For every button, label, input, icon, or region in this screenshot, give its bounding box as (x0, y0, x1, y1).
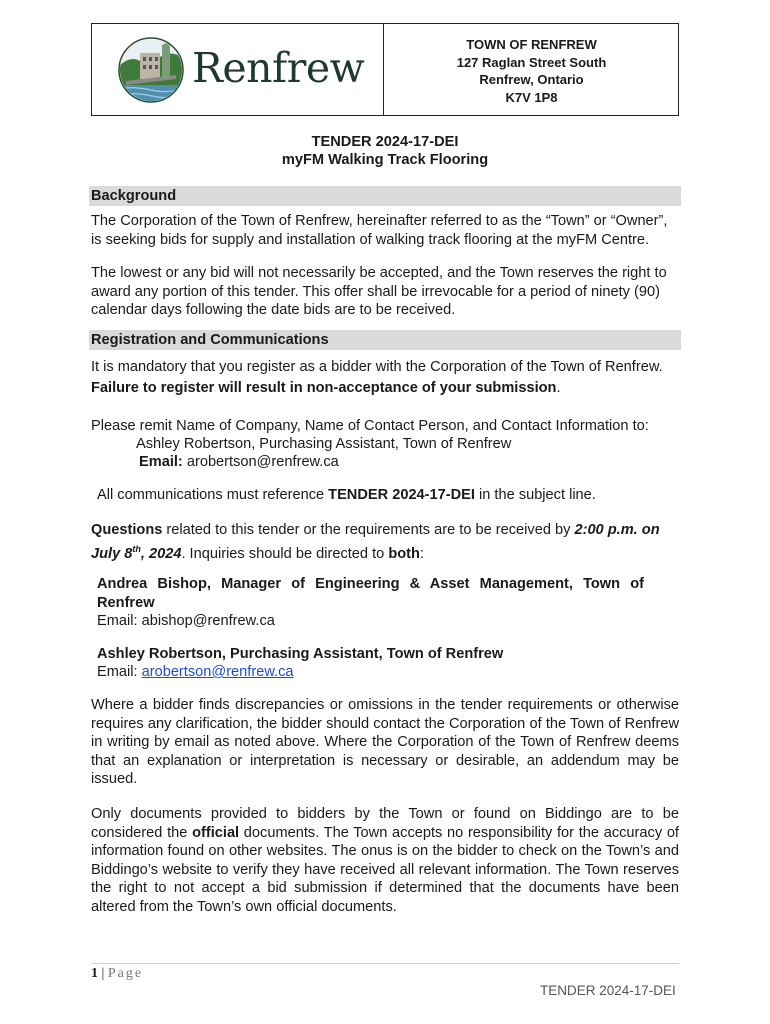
email-label: Email: (139, 454, 183, 470)
section-heading-registration: Registration and Communications (89, 330, 681, 350)
contact-2-email (97, 663, 685, 682)
official-emphasis: official (192, 824, 240, 841)
tender-name: myFM Walking Track Flooring (281, 152, 489, 168)
remit-contact: Ashley Robertson, Purchasing Assistant, Town of Renfrew (136, 436, 512, 452)
text-span: related to this tender or the requirements are to be received by (162, 522, 575, 538)
footer-divider (91, 963, 679, 964)
tender-number: TENDER 2024-17-DEI (311, 134, 459, 150)
town-logo-icon (118, 37, 184, 103)
address-line: Renfrew, Ontario (479, 72, 584, 87)
questions-label: Questions (91, 522, 163, 538)
remit-instructions: Please remit Name of Company, Name of Contact Person, and Contact Information to: (91, 418, 649, 434)
email-link[interactable]: arobertson@renfrew.ca (141, 664, 294, 680)
deadline-year: , 2024 (140, 545, 182, 562)
registration-mandatory (91, 357, 679, 399)
footer-reference: TENDER 2024-17-DEI (540, 983, 676, 998)
page-sep: | (98, 966, 108, 981)
text-span: in the subject line. (474, 487, 596, 503)
reference-instruction (97, 486, 685, 505)
page-number (91, 966, 143, 982)
town-address (384, 36, 679, 106)
contact-1-name: Andrea Bishop, Manager of Engineering & Asset Management, Town of Renfrew (97, 576, 644, 611)
address-line: TOWN OF RENFREW (466, 37, 597, 52)
section-heading-background: Background (89, 186, 681, 206)
contact-2-name: Ashley Robertson, Purchasing Assistant, Town of Renfrew (97, 646, 504, 662)
text-span: documents. The Town accepts no responsibility for the accuracy of information found on other websites. The onus is on the bidder to check on the Town’s and Biddingo’s website to verify they have received all relevant information. The Town reserves the right to not accept a bid submission if determined that the documents have been altered from the Town’s own official documents. (91, 824, 679, 915)
text-span: . Inquiries should be directed to (181, 545, 389, 562)
both-emphasis: both (388, 545, 420, 562)
deadline-date: 2:00 p.m. on July 8 (91, 522, 660, 562)
document-title (91, 133, 679, 169)
discrepancies-paragraph: Where a bidder finds discrepancies or omissions in the tender requirements or otherwise requires any clarification, the bidder should contact the Corporation of the Town of Renfrew in writing by email as noted above. Where the Corporation of the Town of Renfrew deems that an explanation or interpretation is necessary or desirable, an addendum may be issued. (91, 697, 679, 787)
email-value: arobertson@renfrew.ca (182, 454, 339, 470)
logo-wordmark: Renfrew (192, 44, 365, 92)
text-span: Only documents provided to bidders by the Town or found on Biddingo are to be considered the (91, 806, 679, 841)
questions-deadline (91, 521, 679, 563)
date-suffix: th (132, 543, 141, 554)
official-documents-paragraph (91, 805, 679, 916)
email-label: Email: (97, 664, 142, 680)
background-paragraph-1: The Corporation of the Town of Renfrew, hereinafter referred to as the “Town” or “Owner”, is seeking bids for supply and installation of walking track flooring at the myFM Centre. (91, 213, 668, 248)
text-span: It is mandatory that you register as a bidder with the Corporation of the Town of Renfrew. (91, 359, 663, 375)
page-word: Page (107, 966, 144, 981)
failure-warning: Failure to register will result in non-acceptance of your submission (91, 380, 557, 396)
address-line: 127 Raglan Street South (456, 54, 607, 70)
text-span: All communications must reference (97, 487, 329, 503)
text-span: : (419, 545, 424, 562)
address-line: K7V 1P8 (505, 89, 558, 105)
text-span: . (556, 380, 561, 396)
tender-reference: TENDER 2024-17-DEI (328, 487, 475, 503)
contact-1-email: Email: abishop@renfrew.ca (97, 613, 275, 629)
remit-email (139, 453, 679, 472)
page-num: 1 (91, 966, 98, 981)
background-paragraph-2: The lowest or any bid will not necessarily be accepted, and the Town reserves the right to award any portion of this tender. This offer shall be irrevocable for a period of ninety (90) calendar days following the date bids are to be received. (91, 265, 667, 318)
